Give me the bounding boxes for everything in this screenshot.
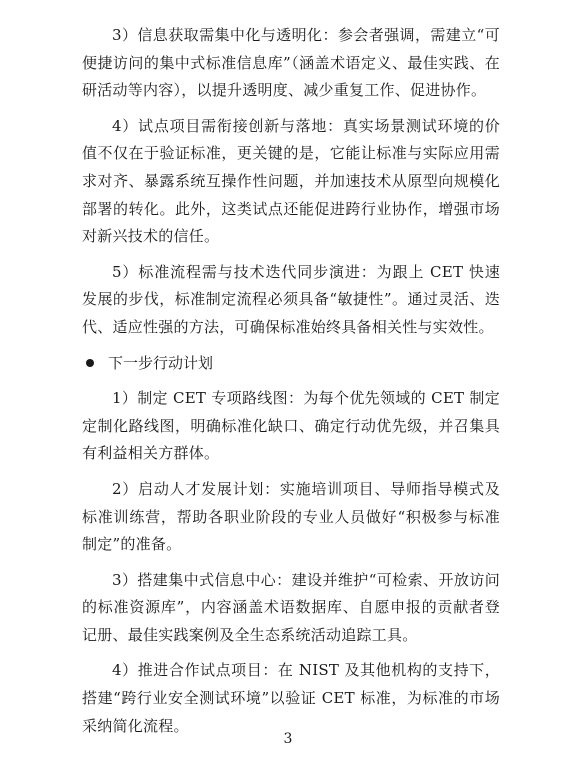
document-body xyxy=(82,22,500,748)
paragraph-pilot-cooperation: 4）推进合作试点项目：在 NIST 及其他机构的支持下，搭建“跨行业安全测试环境”以验证 CET 标准，为标准的市场采纳简化流程。 xyxy=(82,661,500,735)
page-number: 3 xyxy=(283,731,293,747)
bullet-dot-icon xyxy=(86,359,94,367)
paragraph-info-centralization: 3）信息获取需集中化与透明化：参会者强调，需建立“可便捷访问的集中式标准信息库”（涵盖术语定义、最佳实践、在研活动等内容），以提升透明度、减少重复工作、促进协作。 xyxy=(82,26,500,100)
section-heading-next-steps xyxy=(82,350,500,378)
paragraph-info-hub: 3）搭建集中式信息中心：建设并维护“可检索、开放访问的标准资源库”，内容涵盖术语数据库、自愿申报的贡献者登记册、最佳实践案例及全生态系统活动追踪工具。 xyxy=(82,570,500,644)
paragraph-talent-development: 2）启动人才发展计划：实施培训项目、导师指导模式及标准训练营，帮助各职业阶段的专业人员做好“积极参与标准制定”的准备。 xyxy=(82,479,500,554)
paragraph-roadmap: 1）制定 CET 专项路线图：为每个优先领域的 CET 制定定制化路线图，明确标准化缺口、确定行动优先级，并召集具有利益相关方群体。 xyxy=(82,389,500,463)
paragraph-pilot-projects: 4）试点项目需衔接创新与落地：真实场景测试环境的价值不仅在于验证标准，更关键的是，它能让标准与实际应用需求对齐、暴露系统互操作性问题，并加速技术从原型向规模化部署的转化。此外，这类试点还能促进跨行业协作，增强市场对新兴技术的信任。 xyxy=(82,116,500,246)
section-heading-text: 下一步行动计划 xyxy=(108,353,214,372)
paragraph-agile-process: 5）标准流程需与技术迭代同步演进：为跟上 CET 快速发展的步伐，标准制定流程必须具备“敏捷性”。通过灵活、迭代、适应性强的方法，可确保标准始终具备相关性与实效性。 xyxy=(82,262,500,336)
